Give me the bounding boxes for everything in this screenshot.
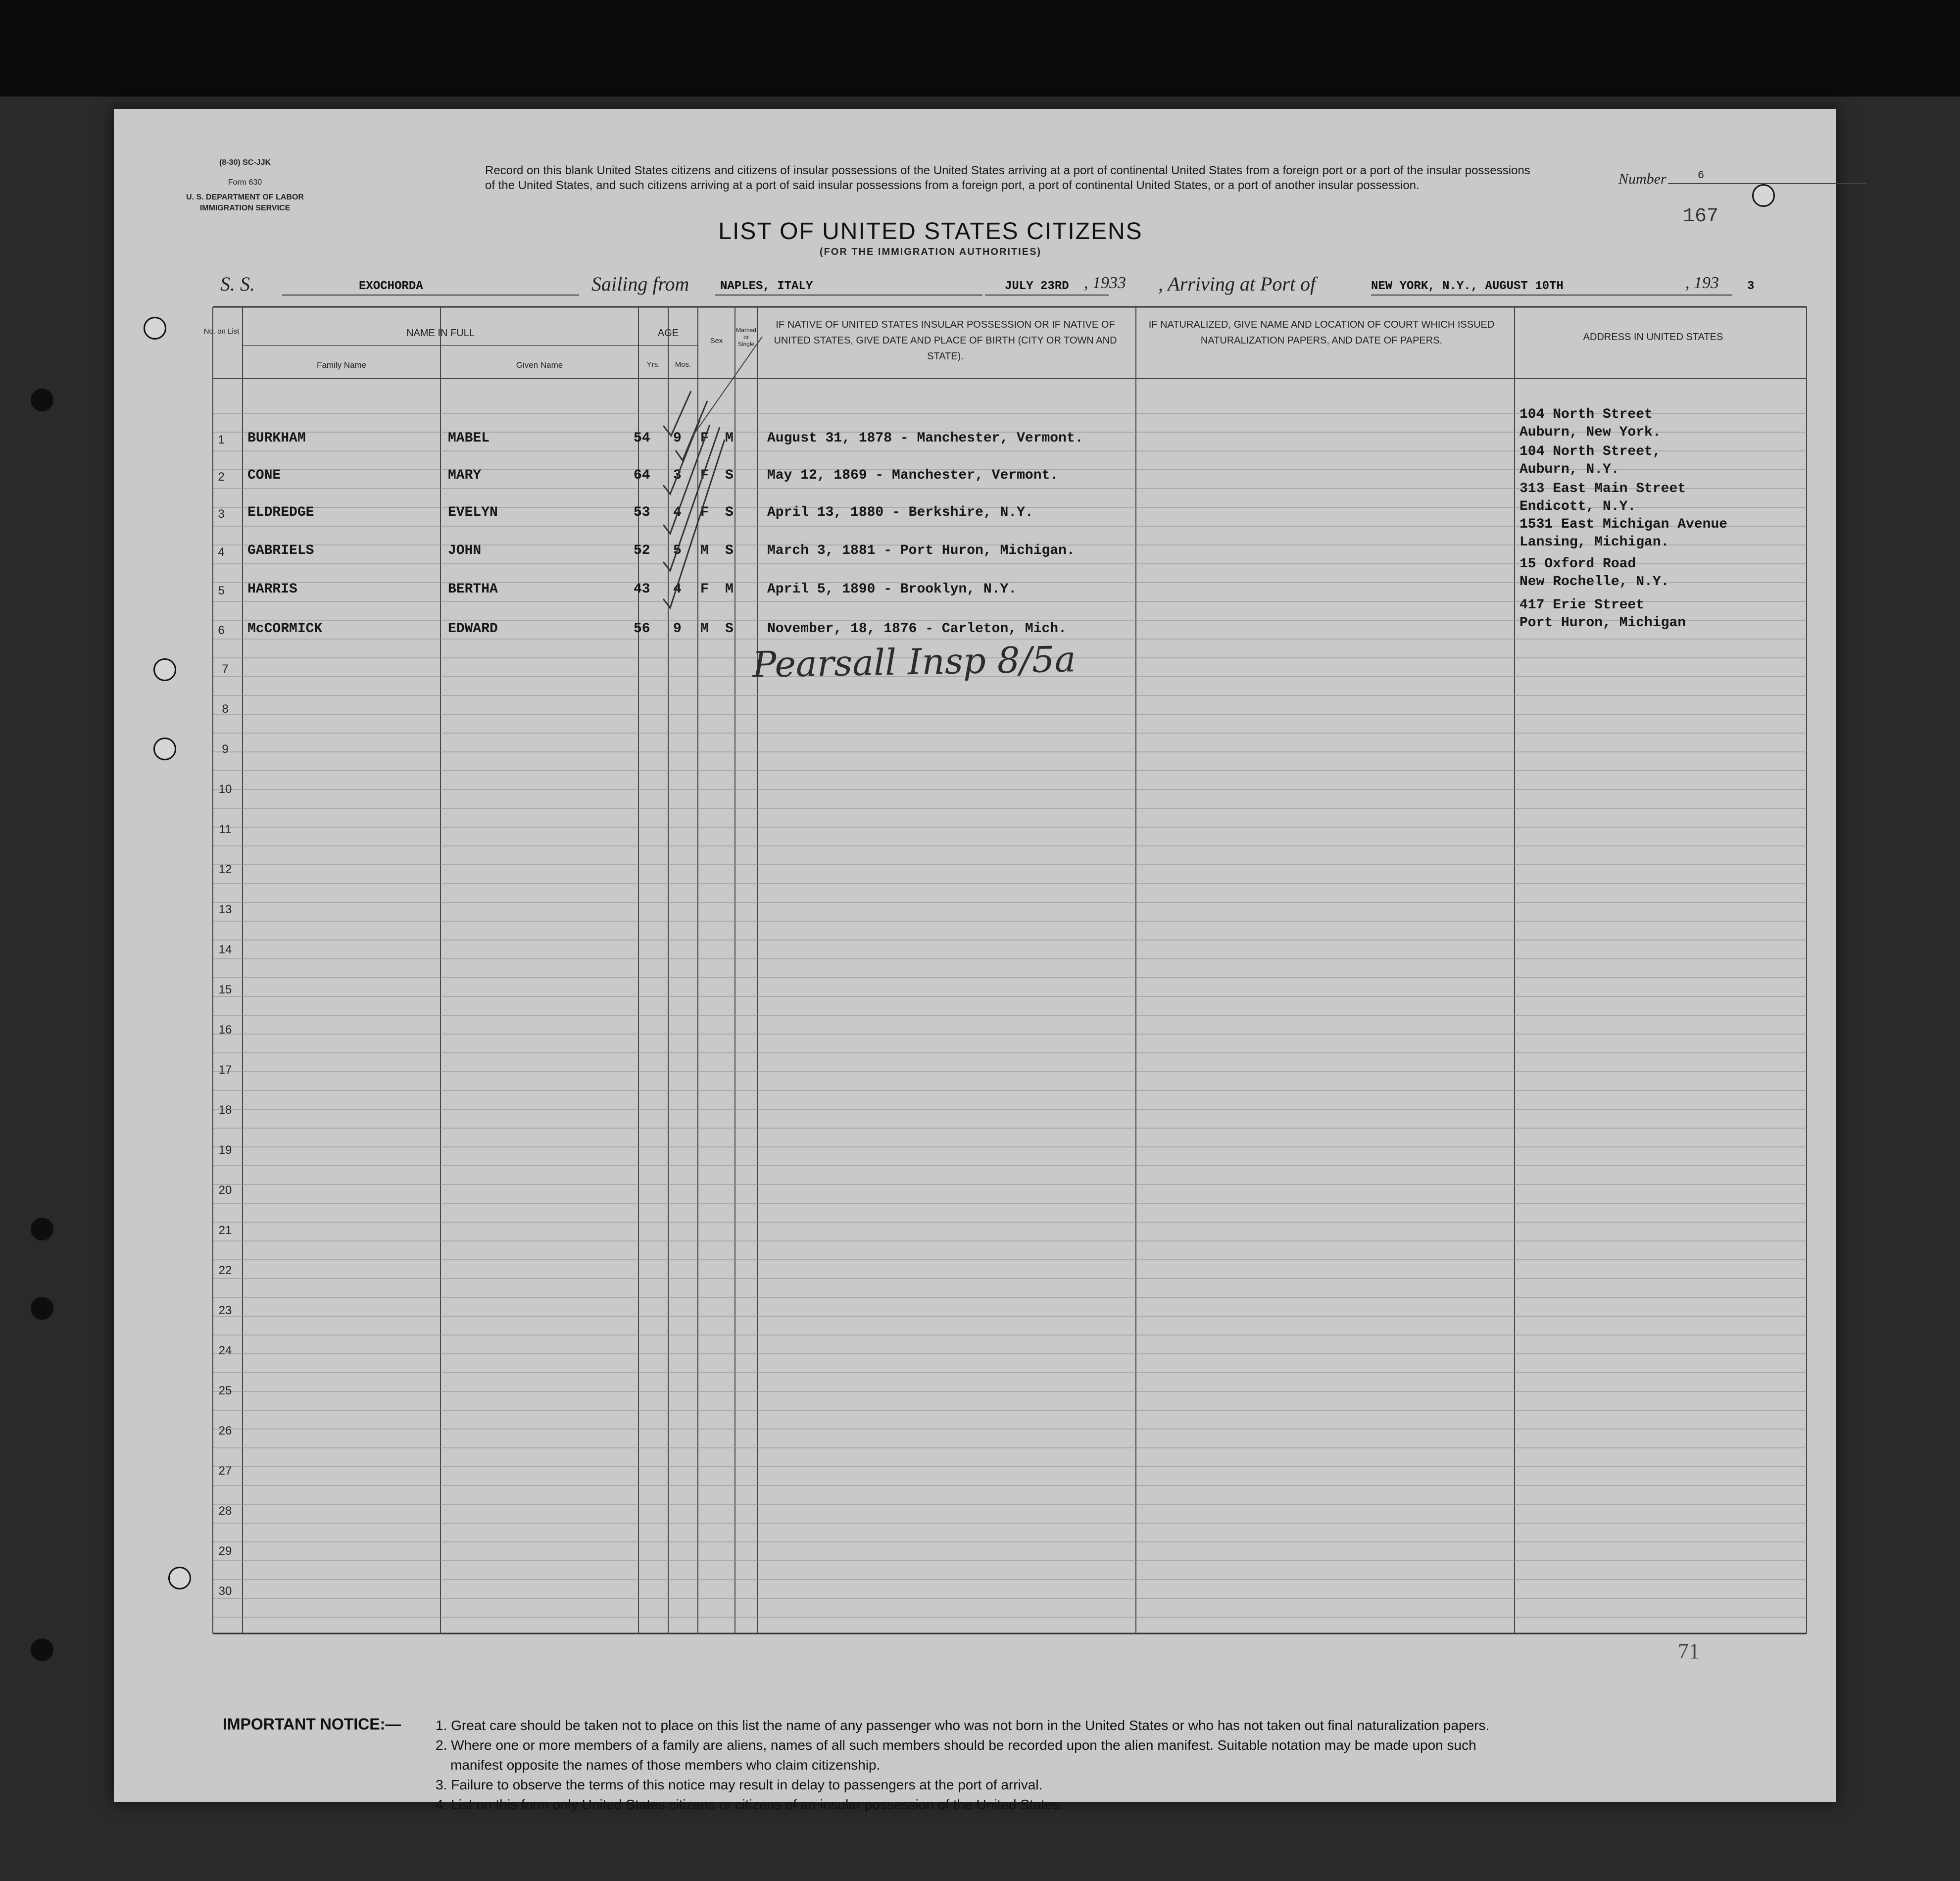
sex: F bbox=[700, 431, 709, 446]
notice-label: IMPORTANT NOTICE:— bbox=[223, 1715, 401, 1733]
birth-info: April 13, 1880 - Berkshire, N.Y. bbox=[767, 505, 1033, 520]
address-line-1: 1531 East Michigan Avenue bbox=[1519, 517, 1728, 532]
document-subtitle: (FOR THE IMMIGRATION AUTHORITIES) bbox=[819, 247, 1042, 257]
address-line-2: Port Huron, Michigan bbox=[1519, 615, 1686, 631]
ss-label: S. S. bbox=[220, 273, 255, 295]
given-name: JOHN bbox=[448, 543, 482, 558]
empty-row-number: 21 bbox=[218, 1224, 232, 1237]
address-line-2: Endicott, N.Y. bbox=[1519, 499, 1636, 514]
empty-row-number: 20 bbox=[218, 1184, 232, 1197]
empty-row-number: 26 bbox=[218, 1424, 232, 1437]
empty-row-number: 10 bbox=[218, 783, 232, 796]
address-line-1: 104 North Street, bbox=[1519, 444, 1661, 459]
punch-ring bbox=[168, 1567, 191, 1589]
empty-row-number: 25 bbox=[218, 1384, 232, 1397]
marital-status: S bbox=[725, 543, 734, 558]
age-months: 3 bbox=[673, 468, 682, 483]
punch-ring bbox=[1752, 184, 1775, 207]
sex: F bbox=[700, 505, 709, 520]
age-months: 5 bbox=[673, 543, 682, 558]
sex: M bbox=[700, 543, 709, 558]
family-name: GABRIELS bbox=[247, 543, 314, 558]
col-age-mos: Mos. bbox=[675, 360, 691, 369]
empty-row-number: 11 bbox=[219, 823, 232, 836]
row-number: 6 bbox=[218, 624, 225, 637]
family-name: McCORMICK bbox=[247, 621, 323, 637]
age-years: 64 bbox=[634, 468, 650, 483]
col-address: ADDRESS IN UNITED STATES bbox=[1583, 332, 1723, 343]
col-sex: Sex bbox=[710, 337, 723, 345]
arrival-year-digit: 3 bbox=[1747, 280, 1755, 293]
arrival-year: , 193 bbox=[1685, 274, 1719, 292]
empty-row-number: 12 bbox=[218, 863, 232, 876]
age-years: 52 bbox=[634, 543, 650, 558]
punch-ring bbox=[144, 317, 166, 340]
empty-row-number: 16 bbox=[218, 1023, 232, 1037]
marital-status: M bbox=[725, 582, 734, 597]
empty-row-number: 13 bbox=[218, 903, 232, 916]
handwritten-marks bbox=[114, 109, 1836, 1802]
col-name-in-full: NAME IN FULL bbox=[406, 328, 475, 339]
form-instructions: Record on this blank United States citizens and citizens of insular possessions of the United States arriving at a port of continental United States from a foreign port or a port of the insular possessions of the United States, and such citizens arriving at a port of said insular possessions from a foreign port, a port of continental United States, or a port of another insular possession. bbox=[485, 164, 1530, 192]
address-line-2: Lansing, Michigan. bbox=[1519, 535, 1669, 550]
sailing-label: Sailing from bbox=[591, 273, 689, 295]
sex: M bbox=[700, 621, 709, 637]
arrival-port: NEW YORK, N.Y., AUGUST 10TH bbox=[1371, 280, 1564, 293]
row-number: 3 bbox=[218, 507, 225, 521]
empty-row-number: 24 bbox=[218, 1344, 232, 1357]
age-years: 54 bbox=[634, 431, 650, 446]
col-age: AGE bbox=[657, 328, 679, 339]
service-name: IMMIGRATION SERVICE bbox=[199, 204, 291, 212]
col-married-single: Married or Single bbox=[736, 327, 756, 347]
address-line-1: 104 North Street bbox=[1519, 407, 1653, 422]
birth-info: March 3, 1881 - Port Huron, Michigan. bbox=[767, 543, 1075, 558]
col-family-name: Family Name bbox=[316, 360, 367, 370]
binder-hole bbox=[31, 1297, 53, 1320]
list-number-label: Number bbox=[1618, 171, 1666, 187]
inspector-signature: Pearsall Insp 8/5a bbox=[752, 638, 1077, 686]
empty-row-number: 30 bbox=[218, 1584, 232, 1598]
address-line-1: 15 Oxford Road bbox=[1519, 556, 1636, 572]
form-number: Form 630 bbox=[228, 178, 262, 187]
sex: F bbox=[700, 468, 709, 483]
ship-name: EXOCHORDA bbox=[359, 280, 423, 293]
family-name: ELDREDGE bbox=[247, 505, 314, 520]
col-naturalization: IF NATURALIZED, GIVE NAME AND LOCATION OF COURT WHICH ISSUED NATURALIZATION PAPERS, AND DATE OF PAPERS. bbox=[1148, 319, 1495, 346]
address-line-2: New Rochelle, N.Y. bbox=[1519, 574, 1669, 590]
marital-status: S bbox=[725, 468, 734, 483]
given-name: MARY bbox=[448, 468, 482, 483]
given-name: MABEL bbox=[448, 431, 490, 446]
stamp-number: 71 bbox=[1678, 1639, 1700, 1663]
binder-hole bbox=[31, 389, 53, 411]
form-code: (8-30) SC-JJK bbox=[219, 158, 271, 167]
age-years: 56 bbox=[634, 621, 650, 637]
row-number: 1 bbox=[218, 433, 225, 446]
notice-item-2: 2. Where one or more members of a family are aliens, names of all such members should be recorded upon the alien manifest. Suitable notation may be made upon such bbox=[436, 1737, 1476, 1753]
given-name: EDWARD bbox=[448, 621, 498, 637]
empty-row-number: 22 bbox=[218, 1264, 232, 1277]
empty-row-number: 8 bbox=[222, 702, 229, 716]
birth-info: August 31, 1878 - Manchester, Vermont. bbox=[767, 431, 1083, 446]
col-age-yrs: Yrs. bbox=[646, 360, 660, 369]
empty-row-number: 18 bbox=[218, 1103, 232, 1117]
arriving-label: , Arriving at Port of bbox=[1158, 273, 1316, 295]
row-number: 2 bbox=[218, 470, 225, 484]
col-no-on-list: No. on List bbox=[203, 327, 240, 336]
depart-year: , 1933 bbox=[1084, 274, 1126, 292]
address-line-1: 417 Erie Street bbox=[1519, 597, 1645, 613]
empty-row-number: 17 bbox=[218, 1063, 232, 1077]
col-birth-place: IF NATIVE OF UNITED STATES INSULAR POSSESSION OR IF NATIVE OF UNITED STATES, GIVE DATE AND PLACE OF BIRTH (CITY OR TOWN AND STATE). bbox=[774, 319, 1117, 362]
given-name: BERTHA bbox=[448, 582, 498, 597]
family-name: CONE bbox=[247, 468, 281, 483]
list-number-value: 6 bbox=[1698, 169, 1705, 182]
address-line-1: 313 East Main Street bbox=[1519, 481, 1686, 496]
marital-status: S bbox=[725, 621, 734, 637]
empty-row-number: 14 bbox=[218, 943, 232, 956]
empty-row-number: 9 bbox=[222, 742, 229, 756]
empty-row-number: 27 bbox=[218, 1464, 232, 1478]
empty-row-number: 7 bbox=[222, 662, 229, 676]
age-months: 9 bbox=[673, 621, 682, 637]
notice-item-3: 3. Failure to observe the terms of this notice may result in delay to passengers at the port of arrival. bbox=[436, 1777, 1043, 1792]
empty-row-number: 15 bbox=[218, 983, 232, 996]
binder-hole bbox=[31, 1218, 53, 1240]
address-line-2: Auburn, New York. bbox=[1519, 425, 1661, 440]
empty-row-number: 19 bbox=[218, 1143, 232, 1157]
marital-status: M bbox=[725, 431, 734, 446]
address-line-2: Auburn, N.Y. bbox=[1519, 462, 1619, 477]
birth-info: May 12, 1869 - Manchester, Vermont. bbox=[767, 468, 1059, 483]
from-port: NAPLES, ITALY bbox=[720, 280, 813, 293]
page-number: 167 bbox=[1683, 205, 1719, 228]
notice-item-4: 4. List on this form only United States citizens or citizens of an insular possession of the United States. bbox=[436, 1797, 1064, 1812]
row-number: 5 bbox=[218, 584, 225, 597]
age-years: 53 bbox=[634, 505, 650, 520]
family-name: BURKHAM bbox=[247, 431, 306, 446]
department-name: U. S. DEPARTMENT OF LABOR bbox=[186, 193, 304, 201]
binder-hole bbox=[31, 1638, 53, 1661]
empty-row-number: 23 bbox=[218, 1304, 232, 1317]
sex: F bbox=[700, 582, 709, 597]
birth-info: April 5, 1890 - Brooklyn, N.Y. bbox=[767, 582, 1017, 597]
notice-item-2-cont: manifest opposite the names of those members who claim citizenship. bbox=[450, 1757, 881, 1773]
marital-status: S bbox=[725, 505, 734, 520]
age-months: 9 bbox=[673, 431, 682, 446]
given-name: EVELYN bbox=[448, 505, 498, 520]
col-given-name: Given Name bbox=[516, 360, 563, 370]
age-years: 43 bbox=[634, 582, 650, 597]
depart-date: JULY 23RD bbox=[1005, 280, 1069, 293]
punch-ring bbox=[153, 658, 176, 681]
family-name: HARRIS bbox=[247, 582, 297, 597]
row-number: 4 bbox=[218, 545, 225, 559]
punch-ring bbox=[153, 738, 176, 760]
empty-row-number: 28 bbox=[218, 1504, 232, 1518]
age-months: 4 bbox=[673, 582, 682, 597]
birth-info: November, 18, 1876 - Carleton, Mich. bbox=[767, 621, 1067, 637]
empty-row-number: 29 bbox=[218, 1544, 232, 1558]
document-sheet bbox=[114, 109, 1836, 1812]
document-title: LIST OF UNITED STATES CITIZENS bbox=[718, 218, 1143, 245]
notice-item-1: 1. Great care should be taken not to place on this list the name of any passenger who was not born in the United States or who has not taken out final naturalization papers. bbox=[436, 1718, 1490, 1733]
age-months: 4 bbox=[673, 505, 682, 520]
